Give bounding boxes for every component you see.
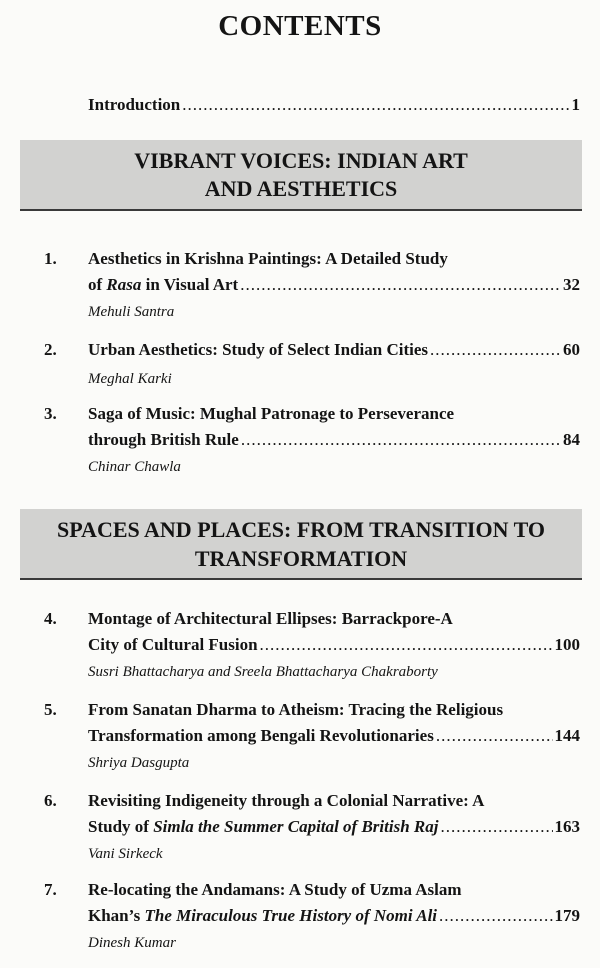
entry-title: From Sanatan Dharma to Atheism: Tracing the Religious Transformation among Bengali Revolutionaries ..... 144 bbox=[88, 697, 580, 749]
dot-leader bbox=[439, 903, 552, 929]
entry-author: Mehuli Santra bbox=[88, 304, 175, 320]
page-number: 163 bbox=[554, 817, 580, 836]
entry-number: 4. bbox=[44, 609, 57, 628]
dot-leader bbox=[260, 632, 553, 658]
section-heading-line: AND AESTHETICS bbox=[204, 176, 398, 201]
page-number: 100 bbox=[554, 635, 580, 654]
entry-author: Susri Bhattacharya and Sreela Bhattacharya Chakraborty bbox=[88, 664, 438, 680]
entry-title: Introduction bbox=[88, 95, 181, 114]
dot-leader bbox=[430, 337, 561, 363]
entry-author: Vani Sirkeck bbox=[88, 846, 163, 862]
section-heading-line: VIBRANT VOICES: INDIAN ART bbox=[134, 148, 468, 173]
entry-title: Aesthetics in Krishna Paintings: A Detailed Study of Rasa in Visual Art ..... 32 bbox=[88, 246, 580, 298]
entry-title: Revisiting Indigeneity through a Colonial Narrative: A Study of Simla the Summer Capital of British Raj ..... 163 bbox=[88, 788, 580, 840]
dot-leader bbox=[241, 427, 561, 453]
entry-title: Saga of Music: Mughal Patronage to Perseverance through British Rule ..... 84 bbox=[88, 401, 580, 453]
page-title: CONTENTS bbox=[218, 10, 382, 42]
entry-title: Montage of Architectural Ellipses: Barrackpore-A City of Cultural Fusion ..... 100 bbox=[88, 606, 580, 658]
dot-leader bbox=[436, 723, 553, 749]
entry-title: Urban Aesthetics: Study of Select Indian Cities ..... 60 bbox=[88, 337, 580, 363]
entry-title: Re-locating the Andamans: A Study of Uzma Aslam Khan’s The Miraculous True History of Nomi Ali ..... 179 bbox=[88, 877, 580, 929]
dot-leader bbox=[182, 92, 569, 118]
section-heading-line: SPACES AND PLACES: FROM TRANSITION TO bbox=[57, 517, 545, 542]
entry-number: 6. bbox=[44, 791, 57, 810]
page-number: 32 bbox=[563, 275, 580, 294]
dot-leader bbox=[240, 272, 561, 298]
entry-number: 2. bbox=[44, 340, 57, 359]
page-number: 84 bbox=[563, 430, 580, 449]
section-heading-vibrant-voices bbox=[20, 140, 582, 211]
dot-leader bbox=[440, 814, 552, 840]
page-number: 179 bbox=[554, 906, 580, 925]
entry-author: Chinar Chawla bbox=[88, 459, 181, 475]
page-number: 1 bbox=[571, 95, 580, 114]
section-heading-line: TRANSFORMATION bbox=[194, 546, 408, 571]
section-heading-spaces-and-places bbox=[20, 509, 582, 580]
entry-author: Shriya Dasgupta bbox=[88, 755, 190, 771]
toc-entry-introduction[interactable] bbox=[88, 92, 580, 118]
entry-number: 3. bbox=[44, 404, 57, 423]
entry-number: 5. bbox=[44, 700, 57, 719]
entry-author: Meghal Karki bbox=[88, 371, 172, 387]
entry-number: 7. bbox=[44, 880, 57, 899]
entry-number: 1. bbox=[44, 249, 57, 268]
page-number: 60 bbox=[563, 340, 580, 359]
page-number: 144 bbox=[554, 726, 580, 745]
entry-author: Dinesh Kumar bbox=[88, 935, 176, 951]
